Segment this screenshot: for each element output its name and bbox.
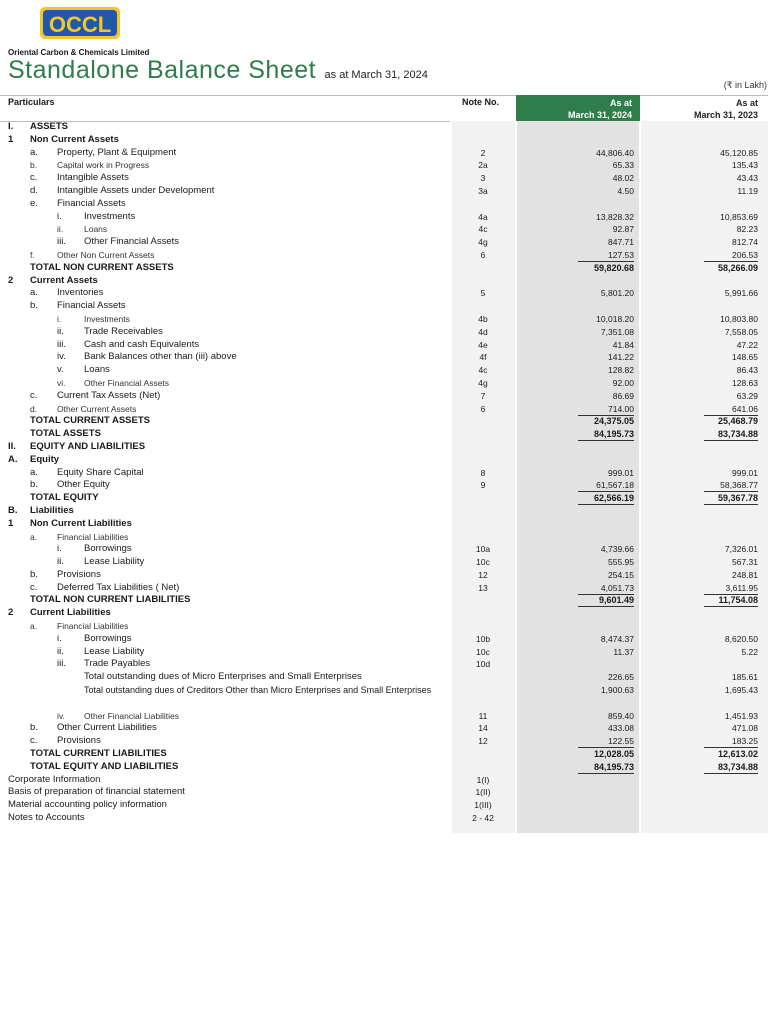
table-row: [0, 313, 768, 326]
table-row: [0, 761, 768, 774]
row-current-value: 859.40: [608, 710, 634, 721]
row-previous-value: 58,368.77: [720, 480, 758, 491]
table-row: [0, 582, 768, 595]
row-current-value: 999.01: [608, 467, 634, 478]
row-note-number: 2 - 42: [472, 813, 494, 824]
row-marker: a.: [30, 146, 38, 158]
row-current-value: 10,018.20: [596, 313, 634, 324]
row-section-number: II.: [8, 440, 16, 452]
table-row: [0, 594, 768, 607]
row-label: Basis of preparation of financial statement: [8, 786, 185, 798]
row-label: EQUITY AND LIABILITIES: [30, 440, 146, 452]
row-label: TOTAL EQUITY AND LIABILITIES: [30, 760, 179, 772]
table-row: [0, 505, 768, 518]
row-marker: iv.: [57, 351, 66, 363]
header-current-year: [516, 95, 640, 121]
row-previous-value: 45,120.85: [720, 147, 758, 158]
row-label: Other Non Current Assets: [57, 249, 155, 260]
row-label: Lease Liability: [84, 645, 145, 657]
row-current-value: 7,351.08: [600, 326, 634, 337]
row-marker: b.: [30, 160, 38, 171]
row-previous-value: 12,613.02: [717, 749, 758, 760]
table-row: [0, 236, 768, 249]
row-label: Notes to Accounts: [8, 812, 85, 824]
row-marker: v.: [57, 364, 64, 376]
table-row: [0, 377, 768, 390]
row-current-value: 59,820.68: [593, 262, 634, 273]
row-label: Financial Liabilities: [57, 621, 129, 632]
row-label: Equity Share Capital: [57, 466, 144, 478]
row-note-number: 4g: [478, 377, 488, 388]
row-marker: iii.: [57, 338, 66, 350]
header-current-line1: As at: [609, 98, 632, 108]
row-previous-value: 641.06: [732, 403, 758, 414]
row-label: Financial Assets: [57, 197, 126, 209]
table-row: [0, 185, 768, 198]
row-note-number: 4a: [478, 211, 488, 222]
table-row: [0, 786, 768, 799]
table-row: [0, 543, 768, 556]
row-current-value: 92.87: [612, 224, 634, 235]
row-previous-value: 43.43: [736, 173, 758, 184]
row-previous-value: 58,266.09: [717, 262, 758, 273]
table-row: [0, 415, 768, 428]
row-label: Material accounting policy information: [8, 799, 167, 811]
row-note-number: 5: [480, 288, 486, 299]
row-note-number: 4c: [478, 224, 488, 235]
row-marker: ii.: [57, 224, 64, 235]
row-note-number: 4c: [478, 365, 488, 376]
row-previous-value: 10,853.69: [720, 211, 758, 222]
header-previous-line2: March 31, 2023: [693, 110, 758, 120]
row-previous-value: 10,803.80: [720, 313, 758, 324]
row-previous-value: 1,695.43: [724, 685, 758, 696]
table-row: [0, 735, 768, 748]
row-label: Financial Assets: [57, 300, 126, 312]
row-note-number: 6: [480, 249, 486, 260]
row-label: TOTAL EQUITY: [30, 492, 99, 504]
table-row: [0, 492, 768, 505]
table-row: [0, 454, 768, 467]
row-label: Investments: [84, 313, 130, 324]
table-row: [0, 658, 768, 671]
row-note-number: 7: [480, 390, 486, 401]
row-previous-value: 128.63: [732, 377, 758, 388]
row-marker: b.: [30, 479, 38, 491]
row-marker: c.: [30, 581, 38, 593]
row-previous-value: 11.19: [737, 185, 758, 196]
table-row: [0, 339, 768, 352]
row-previous-value: 185.61: [732, 672, 758, 683]
row-current-value: 714.00: [608, 403, 634, 414]
row-note-number: 4d: [478, 326, 488, 337]
header-current-line2: March 31, 2024: [567, 110, 632, 120]
table-row: [0, 172, 768, 185]
row-marker: ii.: [57, 645, 64, 657]
row-marker: d.: [30, 403, 38, 414]
row-label: Other Current Liabilities: [57, 722, 157, 734]
row-note-number: 2: [480, 147, 486, 158]
table-row: [0, 607, 768, 620]
row-label: TOTAL CURRENT LIABILITIES: [30, 748, 167, 760]
row-marker: i.: [57, 313, 62, 324]
row-current-value: 4.50: [617, 185, 634, 196]
row-marker: vi.: [57, 377, 66, 388]
row-note-number: 14: [478, 723, 488, 734]
row-note-number: 11: [478, 710, 488, 721]
row-current-value: 11.37: [613, 646, 634, 657]
row-current-value: 5,801.20: [600, 288, 634, 299]
row-previous-value: 7,558.05: [724, 326, 758, 337]
row-label: Borrowings: [84, 632, 132, 644]
row-current-value: 128.82: [608, 365, 634, 376]
table-row: [0, 351, 768, 364]
row-label: Lease Liability: [84, 556, 145, 568]
row-current-value: 4,051.73: [600, 582, 634, 593]
row-current-value: 847.71: [608, 237, 634, 248]
table-row: [0, 403, 768, 416]
row-label: ASSETS: [30, 121, 69, 132]
row-note-number: 1(III): [474, 800, 492, 811]
row-current-value: 84,195.73: [593, 429, 634, 440]
table-row: [0, 159, 768, 172]
table-row: [0, 147, 768, 160]
row-section-number: 2: [8, 607, 14, 619]
row-previous-value: 999.01: [732, 467, 758, 478]
row-label: Liabilities: [30, 504, 74, 516]
row-label: Property, Plant & Equipment: [57, 146, 177, 158]
row-previous-value: 11,754.08: [718, 595, 758, 606]
row-previous-value: 1,451.93: [724, 710, 758, 721]
row-current-value: 4,739.66: [600, 544, 634, 555]
row-label: Loans: [84, 224, 108, 235]
table-row: [0, 684, 768, 710]
row-label: Intangible Assets under Development: [57, 184, 215, 196]
row-marker: f.: [30, 249, 35, 260]
row-marker: a.: [30, 287, 38, 299]
row-current-value: 433.08: [608, 723, 634, 734]
row-label: Total outstanding dues of Creditors Other than Micro Enterprises and Small Enterprises: [84, 685, 432, 696]
row-marker: a.: [30, 531, 38, 542]
row-marker: b.: [30, 300, 38, 312]
row-label: Corporate Information: [8, 773, 101, 785]
row-note-number: 2a: [478, 160, 488, 171]
row-label: Other Financial Assets: [84, 236, 180, 248]
row-note-number: 9: [480, 480, 486, 491]
row-label: Non Current Liabilities: [30, 517, 132, 529]
header-previous-line1: As at: [735, 98, 758, 108]
row-current-value: 12,028.05: [593, 749, 634, 760]
table-row: [0, 198, 768, 211]
table-row: [0, 467, 768, 480]
row-marker: b.: [30, 722, 38, 734]
row-current-value: 44,806.40: [596, 147, 634, 158]
table-row: [0, 326, 768, 339]
row-previous-value: 567.31: [732, 557, 758, 568]
row-previous-value: 8,620.50: [724, 633, 758, 644]
row-previous-value: 206.53: [732, 249, 758, 260]
row-marker: c.: [30, 172, 38, 184]
table-row: [0, 799, 768, 812]
unit-note: (₹ in Lakh): [723, 80, 767, 90]
row-note-number: 1(II): [475, 787, 491, 798]
row-marker: ii.: [57, 325, 64, 337]
row-marker: c.: [30, 389, 38, 401]
row-current-value: 92.00: [612, 377, 634, 388]
row-label: TOTAL NON CURRENT LIABILITIES: [30, 594, 191, 606]
table-row: [0, 134, 768, 147]
row-marker: c.: [30, 735, 38, 747]
row-previous-value: 47.22: [736, 339, 758, 350]
row-note-number: 12: [478, 569, 488, 580]
header-previous-year: [640, 95, 768, 121]
row-current-value: 1,900.63: [600, 685, 634, 696]
row-label: Investments: [84, 210, 136, 222]
table-row: [0, 249, 768, 262]
row-current-value: 555.95: [608, 557, 634, 568]
row-current-value: 84,195.73: [593, 761, 634, 772]
table-row: [0, 812, 768, 825]
row-previous-value: 7,326.01: [724, 544, 758, 555]
table-row: [0, 569, 768, 582]
table-row: [0, 287, 768, 300]
table-row: [0, 390, 768, 403]
table-row: [0, 275, 768, 288]
row-current-value: 48.02: [612, 173, 634, 184]
table-row: [0, 620, 768, 633]
table-row: [0, 722, 768, 735]
row-current-value: 8,474.37: [600, 633, 634, 644]
row-label: Inventories: [57, 287, 104, 299]
row-label: Current Liabilities: [30, 607, 111, 619]
row-note-number: 10d: [475, 659, 491, 670]
row-note-number: 1(I): [476, 774, 490, 785]
row-marker: iii.: [57, 236, 66, 248]
row-marker: a.: [30, 621, 38, 632]
row-note-number: 4e: [478, 339, 488, 350]
row-current-value: 13,828.32: [596, 211, 634, 222]
page-title: Standalone Balance Sheet: [8, 56, 317, 84]
row-previous-value: 812.74: [732, 237, 758, 248]
row-previous-value: 3,611.95: [725, 582, 758, 593]
row-previous-value: 82.23: [736, 224, 758, 235]
row-label: Capital work in Progress: [57, 160, 150, 171]
header-note-no: Note No.: [462, 97, 499, 107]
table-row: [0, 428, 768, 441]
row-label: Total outstanding dues of Micro Enterprises and Small Enterprises: [84, 671, 362, 683]
row-note-number: 6: [480, 403, 486, 414]
row-previous-value: 5,991.66: [724, 288, 758, 299]
row-marker: i.: [57, 632, 62, 644]
table-row: [0, 300, 768, 313]
table-row: [0, 748, 768, 761]
row-current-value: 62,566.19: [593, 493, 634, 504]
row-label: Other Current Assets: [57, 403, 137, 414]
row-label: Intangible Assets: [57, 172, 129, 184]
table-row: [0, 223, 768, 236]
table-row: [0, 633, 768, 646]
row-section-number: I.: [8, 121, 14, 132]
table-row: [0, 671, 768, 684]
row-note-number: 4g: [478, 237, 488, 248]
table-row: [0, 556, 768, 569]
row-label: Non Current Assets: [30, 133, 119, 145]
page-subtitle: as at March 31, 2024: [324, 69, 428, 81]
row-previous-value: 5.22: [741, 646, 758, 657]
header-particulars: Particulars: [8, 97, 55, 107]
row-marker: d.: [30, 184, 38, 196]
row-marker: b.: [30, 568, 38, 580]
row-label: TOTAL NON CURRENT ASSETS: [30, 261, 174, 273]
row-note-number: 4f: [479, 352, 487, 363]
table-row: [0, 518, 768, 531]
row-marker: i.: [57, 543, 62, 555]
row-previous-value: 59,367.78: [717, 493, 758, 504]
row-section-number: 1: [8, 133, 14, 145]
row-note-number: 10a: [475, 544, 491, 555]
row-current-value: 41.84: [612, 339, 634, 350]
row-current-value: 24,375.05: [593, 416, 634, 427]
row-previous-value: 471.08: [732, 723, 758, 734]
row-label: Equity: [30, 453, 60, 465]
row-label: Trade Payables: [84, 658, 151, 670]
row-previous-value: 183.25: [732, 736, 758, 747]
row-label: Borrowings: [84, 543, 132, 555]
table-row: [0, 364, 768, 377]
row-label: Bank Balances other than (iii) above: [84, 351, 237, 363]
row-previous-value: 63.29: [736, 390, 758, 401]
row-note-number: 3: [480, 173, 486, 184]
table-row: [0, 531, 768, 544]
row-label: Deferred Tax Liabilities ( Net): [57, 581, 180, 593]
row-label: Other Equity: [57, 479, 110, 491]
row-current-value: 141.22: [608, 352, 634, 363]
row-marker: iii.: [57, 658, 66, 670]
row-current-value: 86.69: [612, 390, 634, 401]
row-previous-value: 135.43: [732, 160, 758, 171]
row-note-number: 3a: [478, 185, 488, 196]
row-note-number: 12: [478, 736, 488, 747]
row-label: Current Tax Assets (Net): [57, 389, 161, 401]
table-row: [0, 262, 768, 275]
table-row: [0, 646, 768, 659]
logo-text: OCCL: [48, 12, 112, 37]
row-current-value: 226.65: [608, 672, 634, 683]
row-note-number: 4b: [478, 313, 488, 324]
row-previous-value: 148.65: [732, 352, 758, 363]
row-label: Loans: [84, 364, 110, 376]
table-row: [0, 479, 768, 492]
row-marker: ii.: [57, 556, 64, 568]
row-note-number: 10c: [476, 557, 490, 568]
table-row: [0, 710, 768, 723]
row-note-number: 13: [478, 582, 488, 593]
row-marker: e.: [30, 197, 38, 209]
occl-logo: [40, 7, 120, 39]
row-section-number: 2: [8, 274, 14, 286]
table-row: [0, 121, 768, 134]
row-current-value: 254.15: [608, 569, 634, 580]
row-label: TOTAL ASSETS: [30, 428, 101, 440]
row-previous-value: 248.81: [732, 569, 758, 580]
row-previous-value: 83,734.88: [717, 429, 758, 440]
row-current-value: 127.53: [608, 249, 634, 260]
row-label: Trade Receivables: [84, 325, 163, 337]
row-current-value: 61,567.18: [596, 480, 634, 491]
table-row: [0, 774, 768, 787]
row-note-number: 10b: [475, 633, 491, 644]
row-label: Other Financial Liabilities: [84, 710, 179, 721]
row-section-number: B.: [8, 504, 18, 516]
row-previous-value: 86.43: [736, 365, 758, 376]
row-label: Provisions: [57, 568, 101, 580]
row-current-value: 9,601.49: [598, 595, 634, 606]
row-label: Cash and cash Equivalents: [84, 338, 200, 350]
row-label: Current Assets: [30, 274, 98, 286]
row-label: Provisions: [57, 735, 101, 747]
row-previous-value: 83,734.88: [717, 761, 758, 772]
balance-sheet-table: [0, 121, 768, 825]
company-name: Oriental Carbon & Chemicals Limited: [8, 48, 150, 57]
row-current-value: 122.55: [608, 736, 634, 747]
row-section-number: A.: [8, 453, 18, 465]
row-marker: i.: [57, 210, 62, 222]
row-current-value: 65.33: [612, 160, 634, 171]
row-section-number: 1: [8, 517, 14, 529]
table-row: [0, 211, 768, 224]
row-label: Other Financial Assets: [84, 377, 170, 388]
table-row: [0, 441, 768, 454]
row-note-number: 8: [480, 467, 486, 478]
row-marker: a.: [30, 466, 38, 478]
row-label: Financial Liabilities: [57, 531, 129, 542]
title-line: [8, 56, 428, 85]
row-note-number: 10c: [476, 646, 490, 657]
row-previous-value: 25,468.79: [717, 416, 758, 427]
row-marker: iv.: [57, 710, 65, 721]
row-label: TOTAL CURRENT ASSETS: [30, 415, 150, 427]
